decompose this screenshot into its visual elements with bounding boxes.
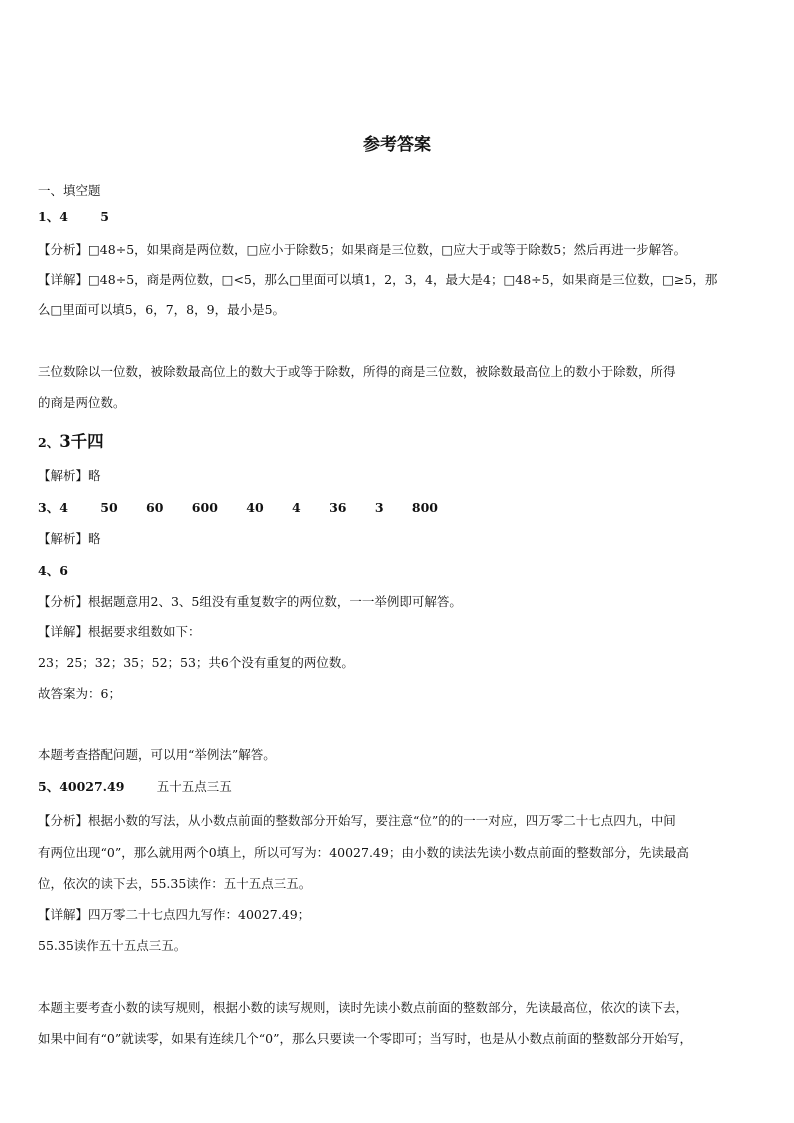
q5-analysis-line-1: 【分析】根据小数的写法，从小数点前面的整数部分开始写，要注意“位”的的一一对应，四万零二十七点四九，中间 [38, 813, 676, 828]
q1-detail-line-2: 么□里面可以填5，6，7，8，9，最小是5。 [38, 302, 286, 317]
q3-answer: 60 [146, 500, 164, 515]
q5-note-line-1: 本题主要考查小数的读写规则，根据小数的读写规则，读时先读小数点前面的整数部分，先读最高位，依次的读下去， [38, 1000, 689, 1015]
q5-detail-line-1: 【详解】四万零二十七点四九写作：40027.49； [38, 907, 311, 922]
q1-number-answer: 1、4 [38, 209, 68, 224]
q3-answer-line [38, 498, 758, 518]
q3-answer: 4 [292, 500, 301, 515]
q3-answer: 36 [329, 500, 347, 515]
q4-list: 23；25；32；35；52；53；共6个没有重复的两位数。 [38, 655, 354, 670]
q3-answer: 600 [191, 500, 218, 515]
q4-conclusion: 故答案为：6； [38, 686, 121, 701]
q4-answer-line: 4、6 [38, 563, 68, 578]
q3-answer: 40 [246, 500, 264, 515]
q5-detail-line-2: 55.35读作五十五点三五。 [38, 938, 187, 953]
q1-note-line-2: 的商是两位数。 [38, 395, 126, 410]
q5-answer-line [38, 777, 758, 797]
q2-answer-line [38, 432, 758, 453]
q2-number: 2、 [38, 435, 60, 450]
q4-note: 本题考查搭配问题，可以用“举例法”解答。 [38, 747, 276, 762]
q4-detail: 【详解】根据要求组数如下： [38, 624, 201, 639]
q1-answer-2: 5 [100, 209, 109, 224]
q3-analysis: 【解析】略 [38, 531, 101, 546]
q2-answer: 3千四 [59, 432, 104, 451]
q2-analysis: 【解析】略 [38, 468, 101, 483]
q5-answer-2: 五十五点三五 [156, 779, 232, 794]
section-heading-fill-blank: 一、填空题 [38, 183, 101, 198]
q1-note-line-1: 三位数除以一位数，被除数最高位上的数大于或等于除数，所得的商是三位数，被除数最高位上的数小于除数，所得 [38, 364, 676, 379]
q3-answer: 50 [100, 500, 118, 515]
q5-number-answer: 5、40027.49 [38, 779, 125, 794]
q5-analysis-line-3: 位，依次的读下去，55.35读作：五十五点三五。 [38, 876, 312, 891]
q1-analysis: 【分析】□48÷5，如果商是两位数，□应小于除数5；如果商是三位数，□应大于或等于除数5；然后再进一步解答。 [38, 242, 687, 257]
q1-detail-line-1: 【详解】□48÷5，商是两位数，□<5，那么□里面可以填1，2，3，4，最大是4；□48÷5，如果商是三位数，□≥5，那 [38, 272, 718, 287]
q4-analysis: 【分析】根据题意用2、3、5组没有重复数字的两位数，一一举例即可解答。 [38, 594, 462, 609]
q5-note-line-2: 如果中间有“0”就读零，如果有连续几个“0”，那么只要读一个零即可；当写时，也是从小数点前面的整数部分开始写， [38, 1031, 692, 1046]
q3-answer: 800 [411, 500, 438, 515]
q5-analysis-line-2: 有两位出现“0”，那么就用两个0填上，所以可写为：40027.49；由小数的读法先读小数点前面的整数部分，先读最高 [38, 845, 689, 860]
q1-answer-line [38, 207, 758, 227]
page-title: 参考答案 [363, 135, 431, 155]
q3-number-answer: 3、4 [38, 500, 68, 515]
q3-answer: 3 [374, 500, 384, 515]
